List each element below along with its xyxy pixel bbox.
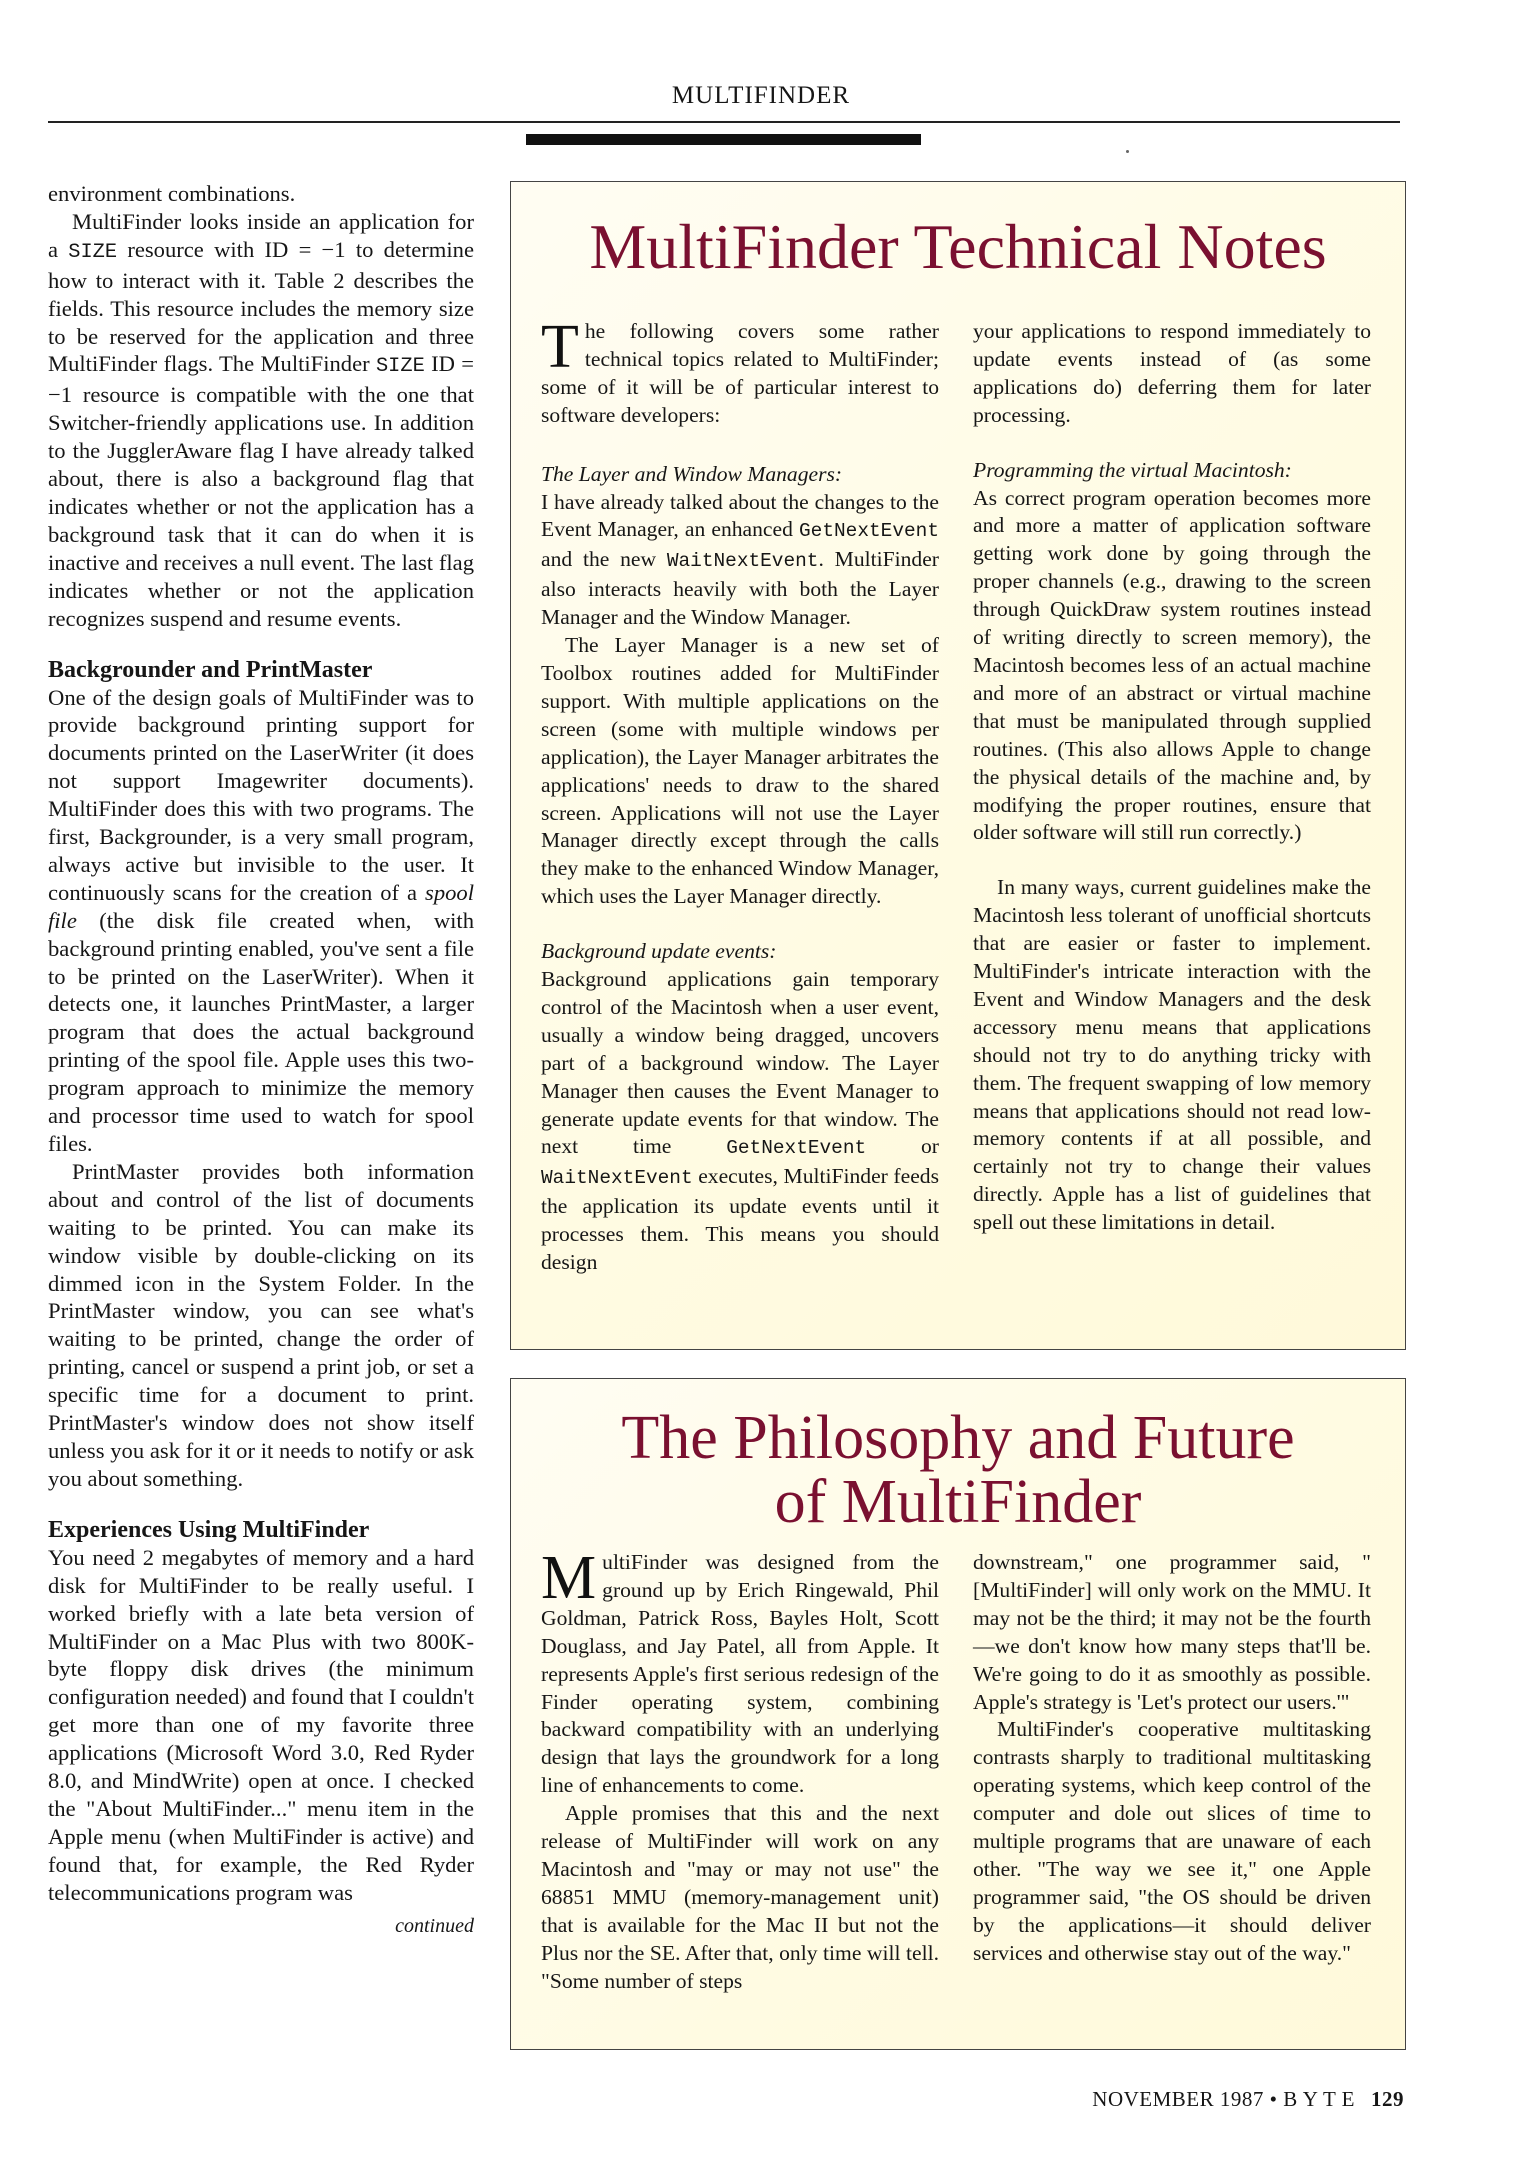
- sidebar-column-right: [973, 1549, 1371, 1996]
- paragraph: downstream," one programmer said, "[MultiFinder] will only work on the MMU. It may not be the third; it may not be the fourth—we don't know how many steps that'll be. We're going to do it as smoothly as possible. Apple's strategy is 'Let's protect our users.'": [973, 1550, 1371, 1714]
- topic-heading: Background update events:: [541, 939, 777, 964]
- header-bar: [526, 134, 921, 145]
- left-column: [48, 180, 474, 1939]
- subheading: Experiences Using MultiFinder: [48, 1516, 370, 1543]
- sidebar-title: The Philosophy and Future of MultiFinder: [621, 1404, 1295, 1536]
- intro-paragraph: MultiFinder was designed from the ground up by Erich Ringewald, Phil Goldman, Patrick Ross, Bayles Holt, Scott Douglass, and Jay Patel, all from Apple. It represents Apple's first serious redesign of the Finder operating system, combining backward compatibility with an underlying design that lays the groundwork for a long line of enhancements to come.: [541, 1544, 939, 1798]
- sidebar-philosophy: [510, 1378, 1406, 2050]
- paragraph: environment combinations.: [48, 181, 296, 206]
- drop-cap: T: [541, 313, 579, 381]
- paragraph: In many ways, current guidelines make the Macintosh less tolerant of unofficial shortcuts that are easier or faster to implement. MultiFinder's intricate interaction with the Event and Window Managers and the desk accessory menu means that applications should not try to do anything tricky with them. The frequent swapping of low memory means that applications should not read low-memory contents if at all possible, and certainly not try to change their values directly. Apple has a list of guidelines that spell out these limitations in detail.: [973, 875, 1371, 1235]
- page-number: 129: [1371, 2087, 1404, 2111]
- intro-paragraph: The following covers some rather technical topics related to MultiFinder; some of it will be of particular interest to software developers:: [541, 313, 939, 427]
- paragraph: Apple promises that this and the next release of MultiFinder will work on any Macintosh and "may or may not use" the 68851 MMU (memory-management unit) that is available for the Mac II but not the Plus nor the SE. After that, only time will tell. "Some number of steps: [541, 1801, 939, 1993]
- speck: [1126, 150, 1129, 153]
- sidebar-column-left: [541, 1544, 939, 1996]
- sidebar-title: MultiFinder Technical Notes: [589, 211, 1327, 282]
- sidebar-technical-notes: [510, 181, 1406, 1350]
- topic-heading: The Layer and Window Managers:: [541, 461, 843, 486]
- paragraph: As correct program operation becomes more and more a matter of application software getting work done by going through the proper channels (e.g., drawing to the screen through QuickDraw system routines instead of writing directly to screen memory), the Macintosh becomes less of an actual machine and more of an abstract or virtual machine that must be manipulated through supplied routines. (This also allows Apple to change the physical details of the machine and, by modifying the proper routines, ensure that older software will still run correctly.): [973, 485, 1371, 845]
- section-header: MULTIFINDER: [671, 82, 851, 109]
- paragraph: You need 2 megabytes of memory and a hard disk for MultiFinder to be really useful. I worked briefly with a late beta version of MultiFinder on a Mac Plus with two 800K-byte floppy disk drives (the minimum configuration needed) and found that I couldn't get more than one of my favorite three applications (Microsoft Word 3.0, Red Ryder 8.0, and MindWrite) open at once. I checked the "About MultiFinder..." menu item in the Apple menu (when MultiFinder is active) and found that, for example, the Red Ryder telecommunications program was: [48, 1544, 474, 1905]
- issue-label: NOVEMBER 1987 • B Y T E: [1092, 2087, 1355, 2111]
- paragraph: Background applications gain temporary control of the Macintosh when a user event, usually a window being dragged, uncovers part of a background window. The Layer Manager then causes the Event Manager to generate update events for that window. The next time GetNextEvent or WaitNextEvent executes, MultiFinder feeds the application its update events until it processes them. This means you should design: [541, 967, 939, 1275]
- sidebar-column-right: [973, 318, 1371, 1277]
- paragraph: One of the design goals of MultiFinder was to provide background printing support for documents printed on the LaserWriter (it does not support Imagewriter documents). MultiFinder does this with two programs. The first, Backgrounder, is a very small program, always active but invisible to the user. It continuously scans for the creation of a spool file (the disk file created when, with background printing enabled, you've sent a file to be printed on the LaserWriter). When it detects one, it launches PrintMaster, a larger program that does the actual background printing of the spool file. Apple uses this two-program approach to minimize the memory and processor time used to watch for spool files.: [48, 684, 474, 1156]
- paragraph: your applications to respond immediately to update events instead of (as some applications do) deferring them for later processing.: [973, 319, 1371, 427]
- subheading: Backgrounder and PrintMaster: [48, 656, 373, 683]
- topic-heading: Programming the virtual Macintosh:: [973, 457, 1292, 482]
- paragraph: MultiFinder looks inside an application for a SIZE resource with ID = −1 to determine how to interact with it. Table 2 describes the fields. This resource includes the memory size to be reserved for the application and three MultiFinder flags. The MultiFinder SIZE ID = −1 resource is compatible with the one that Switcher-friendly applications use. In addition to the JugglerAware flag I have already talked about, there is also a background flag that indicates whether or not the application has a background task that it can do when it is inactive and receives a null event. The last flag indicates whether or not the application recognizes suspend and resume events.: [48, 208, 474, 631]
- paragraph: PrintMaster provides both information about and control of the list of documents waiting to be printed. You can make its window visible by double-clicking on its dimmed icon in the System Folder. In the PrintMaster window, you can see what's waiting to be printed, change the order of printing, cancel or suspend a print job, or set a specific time for a document to print. PrintMaster's window does not show itself unless you ask for it or it needs to notify or ask you about something.: [48, 1158, 474, 1491]
- paragraph: MultiFinder's cooperative multitasking contrasts sharply to traditional multitasking operating systems, which keep control of the computer and dole out slices of time to multiple programs that are unaware of each other. "The way we see it," one Apple programmer said, "the OS should be driven by the applications—it should deliver services and otherwise stay out of the way.": [973, 1717, 1371, 1965]
- continued-label: continued: [395, 1914, 474, 1937]
- paragraph: The Layer Manager is a new set of Toolbox routines added for MultiFinder support. With multiple applications on the screen (some with multiple windows per application), the Layer Manager arbitrates the applications' needs to draw to the shared screen. Applications will not use the Layer Manager directly except through the calls they make to the enhanced Window Manager, which uses the Layer Manager directly.: [541, 633, 939, 909]
- drop-cap: M: [541, 1544, 597, 1612]
- page-footer: [1092, 2087, 1404, 2112]
- sidebar-column-left: [541, 313, 940, 1277]
- paragraph: I have already talked about the changes to the Event Manager, an enhanced GetNextEvent and the new WaitNextEvent. MultiFinder also interacts heavily with both the Layer Manager and the Window Manager.: [541, 489, 940, 630]
- header-rule: [48, 121, 1400, 123]
